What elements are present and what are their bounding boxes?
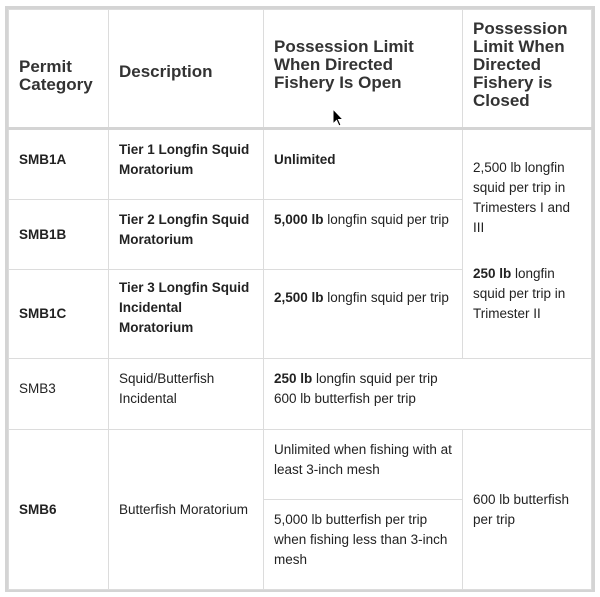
- cell-description: Squid/Butterfish Incidental: [109, 359, 264, 430]
- table-row-smb6: [9, 430, 592, 500]
- possession-limits-table: [8, 9, 592, 590]
- cell-category: SMB1B: [9, 200, 109, 270]
- header-limit-closed: Possession Limit When Directed Fishery is Closed: [463, 10, 592, 129]
- cell-limit-open-mesh-large: Unlimited when fishing with at least 3-inch mesh: [264, 430, 463, 500]
- cell-limit-open-closed: [264, 359, 592, 430]
- header-description: Description: [109, 10, 264, 129]
- limit-rest: longfin squid per trip: [323, 290, 449, 305]
- spacer: [473, 238, 581, 264]
- limit-bold: 250 lb: [274, 371, 313, 386]
- limit-butterfish: 600 lb butterfish per trip: [274, 391, 416, 406]
- cell-category: SMB6: [9, 430, 109, 590]
- limit-squid: [274, 369, 581, 389]
- limit-bold: 2,500 lb: [274, 290, 324, 305]
- cell-limit-closed-smb6: 600 lb butterfish per trip: [463, 430, 592, 590]
- permit-table-container: [5, 6, 595, 592]
- cell-limit-open: [264, 200, 463, 270]
- header-limit-open: Possession Limit When Directed Fishery Is Open: [264, 10, 463, 129]
- cell-category: SMB1C: [9, 270, 109, 359]
- cell-limit-open-mesh-small: 5,000 lb butterfish per trip when fishing less than 3-inch mesh: [264, 500, 463, 590]
- closed-limit-trimesters-1-3: 2,500 lb longfin squid per trip in Trimesters I and III: [473, 160, 571, 235]
- cell-description: Butterfish Moratorium: [109, 430, 264, 590]
- table-row-smb3: [9, 359, 592, 430]
- limit-bold: 5,000 lb: [274, 212, 324, 227]
- limit-bold: 250 lb: [473, 266, 512, 281]
- cell-description: Tier 2 Longfin Squid Moratorium: [109, 200, 264, 270]
- cell-category: SMB3: [9, 359, 109, 430]
- cell-description: Tier 3 Longfin Squid Incidental Moratorium: [109, 270, 264, 359]
- header-row: [9, 10, 592, 129]
- limit-bold: Unlimited: [274, 152, 336, 167]
- limit-rest: longfin squid per trip: [312, 371, 438, 386]
- cell-limit-open: [264, 129, 463, 200]
- header-permit-category: Permit Category: [9, 10, 109, 129]
- cell-limit-closed-smb1: [463, 129, 592, 359]
- cell-limit-open: [264, 270, 463, 359]
- limit-rest: longfin squid per trip in Trimester II: [473, 266, 566, 321]
- cell-description: Tier 1 Longfin Squid Moratorium: [109, 129, 264, 200]
- table-row-smb1a: [9, 129, 592, 200]
- cell-category: SMB1A: [9, 129, 109, 200]
- limit-rest: longfin squid per trip: [323, 212, 449, 227]
- mouse-pointer-icon: [332, 108, 344, 128]
- closed-limit-trimester-2: [473, 264, 581, 324]
